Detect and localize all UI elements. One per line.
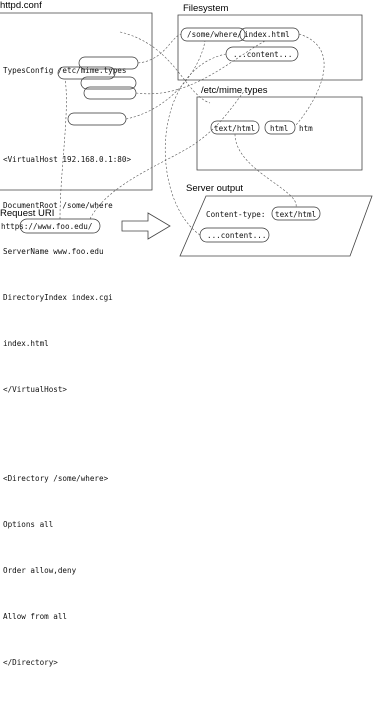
- output-panel-title: Server output: [186, 183, 244, 194]
- link-fscontent-outcontent: [165, 54, 226, 235]
- config-line: [3, 431, 131, 438]
- filesystem-panel-title: Filesystem: [183, 3, 229, 14]
- fs-path-file: index.html: [244, 30, 290, 39]
- config-line: </Directory>: [3, 658, 58, 667]
- out-content-type-label: Content-type:: [206, 210, 266, 219]
- mime-ext-suffix: htm: [299, 124, 313, 133]
- config-line: Allow from all: [3, 612, 68, 621]
- output-panel-box: [180, 196, 372, 256]
- mime-ext-label: html: [270, 124, 289, 133]
- httpd-config-listing: [3, 30, 131, 704]
- config-line: Options all: [3, 520, 54, 529]
- fs-path-dir: /some/where/: [187, 30, 242, 39]
- config-line: DirectoryIndex index.cgi: [3, 293, 113, 302]
- config-line: </VirtualHost>: [3, 385, 68, 394]
- config-line: TypesConfig /etc/mime.types: [3, 66, 127, 75]
- config-line: Order allow,deny: [3, 566, 77, 575]
- filesystem-panel-box: [178, 15, 362, 80]
- request-uri: https://www.foo.edu/: [1, 222, 93, 231]
- config-line: index.html: [3, 339, 49, 348]
- config-line: <Directory /some/where>: [3, 474, 109, 483]
- fs-content: ...content...: [233, 50, 293, 59]
- config-line: <VirtualHost 192.168.0.1:80>: [3, 155, 132, 164]
- out-content-type-value: text/html: [275, 210, 317, 219]
- mime-panel-title: /etc/mime types: [201, 85, 268, 96]
- config-line: ServerName www.foo.edu: [3, 247, 104, 256]
- out-content: ...content...: [207, 231, 267, 240]
- config-line: [3, 112, 131, 119]
- mime-type-value: text/html: [214, 124, 256, 133]
- httpd-panel-title: httpd.conf: [0, 0, 42, 11]
- link-docroot-fs: [138, 34, 181, 63]
- request-panel-title: Request URI: [0, 208, 55, 219]
- config-line: DocumentRoot /some/where: [3, 201, 113, 210]
